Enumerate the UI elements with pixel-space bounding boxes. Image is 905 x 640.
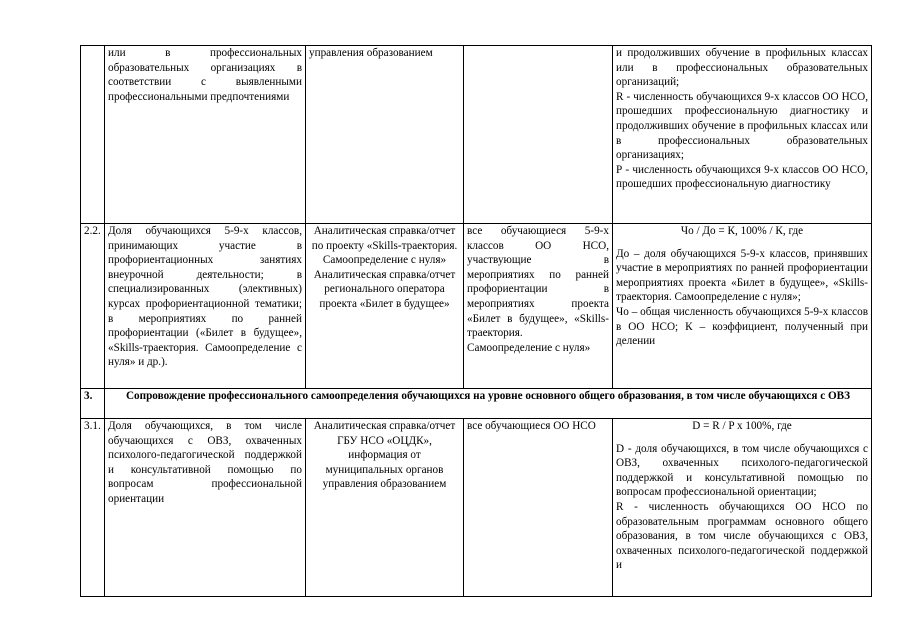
source-cell — [306, 46, 464, 224]
method-cell — [613, 419, 872, 597]
formula: D = R / P х 100%, где — [692, 420, 792, 432]
indicator-cell: Доля обучающихся 5-9-х классов, принимающих участие в профориентационных занятиях внеурочной деятельности; в специализированных (элективных) курсах профориентационной тематики; в мероприятиях по ранней профориентации («Билет в будущее», «Skills-траектория. Самоопределение с нуля» и др.). — [105, 224, 306, 389]
scope-cell: все обучающиеся 5-9-х классов ОО НСО, участвующие в мероприятиях по ранней профориентации в мероприятиях проекта «Билет в будущее», «Skills-траектория. Самоопределение с нуля» — [464, 224, 613, 389]
indicator-cell: или в профессиональных образовательных организациях в соответствии с выявленными профессиональными предпочтениями — [105, 46, 306, 224]
table-row — [81, 46, 872, 224]
source-text: Аналитическая справка/отчет регионального оператора проекта «Билет в будущее» — [313, 268, 456, 310]
section-title: Сопровождение профессионального самоопределения обучающихся на уровне основного общего образования, в том числе обучающихся с ОВЗ — [105, 389, 872, 419]
method-cell — [613, 224, 872, 389]
method-cell — [613, 46, 872, 224]
method-paragraph: Р - численность обучающихся 9-х классов ОО НСО, прошедших профессиональную диагностику — [616, 163, 868, 191]
method-paragraph: R - численность обучающихся ОО НСО по образовательным программам основного общего образования, в том числе обучающихся с ОВЗ, охваченных психолого-педагогической поддержкой и — [616, 500, 868, 572]
source-text: управления образованием — [309, 47, 433, 59]
method-paragraph: D - доля обучающихся, в том числе обучающихся с ОВЗ, охваченных психолого-педагогической поддержкой и консультативной помощью по вопросам профессиональной ориентации; — [616, 442, 868, 499]
method-paragraph: Чо – общая численность обучающихся 5-9-х классов в ОО НСО; К – коэффициент, полученный при делении — [616, 305, 868, 348]
row-number — [81, 46, 105, 224]
source-text: Аналитическая справка/отчет по проекту «Skills-траектория. Самоопределение с нуля» — [311, 225, 458, 267]
section-number: 3. — [81, 389, 105, 419]
table-row — [81, 419, 872, 597]
indicator-cell: Доля обучающихся, в том числе обучающихся с ОВЗ, охваченных психолого-педагогической поддержкой и консультативной помощью по вопросам профессиональной ориентации — [105, 419, 306, 597]
table-row — [81, 224, 872, 389]
method-paragraph: R - численность обучающихся 9-х классов ОО НСО, прошедших профессиональную диагностику и продолживших обучение в профильных классах или в профессиональных образовательных организациях; — [616, 90, 868, 162]
scope-cell — [464, 46, 613, 224]
method-paragraph: и продолживших обучение в профильных классах или в профессиональных образовательных организаций; — [616, 47, 868, 89]
source-cell — [306, 224, 464, 389]
section-row — [81, 389, 872, 419]
source-text: Аналитическая справка/отчет ГБУ НСО «ОЦДК», информация от муниципальных органов управления образованием — [313, 420, 456, 491]
row-number: 3.1. — [81, 419, 105, 597]
source-cell — [306, 419, 464, 597]
indicator-table — [80, 45, 872, 597]
scope-cell: все обучающиеся ОО НСО — [464, 419, 613, 597]
method-paragraph: До – доля обучающихся 5-9-х классов, принявших участие в мероприятиях по ранней профориентации мероприятиях проекта «Билет в будущее», «Skills-траектория. Самоопределение с нуля»; — [616, 247, 868, 304]
row-number: 2.2. — [81, 224, 105, 389]
formula: Чо / До = К, 100% / К, где — [680, 225, 804, 237]
